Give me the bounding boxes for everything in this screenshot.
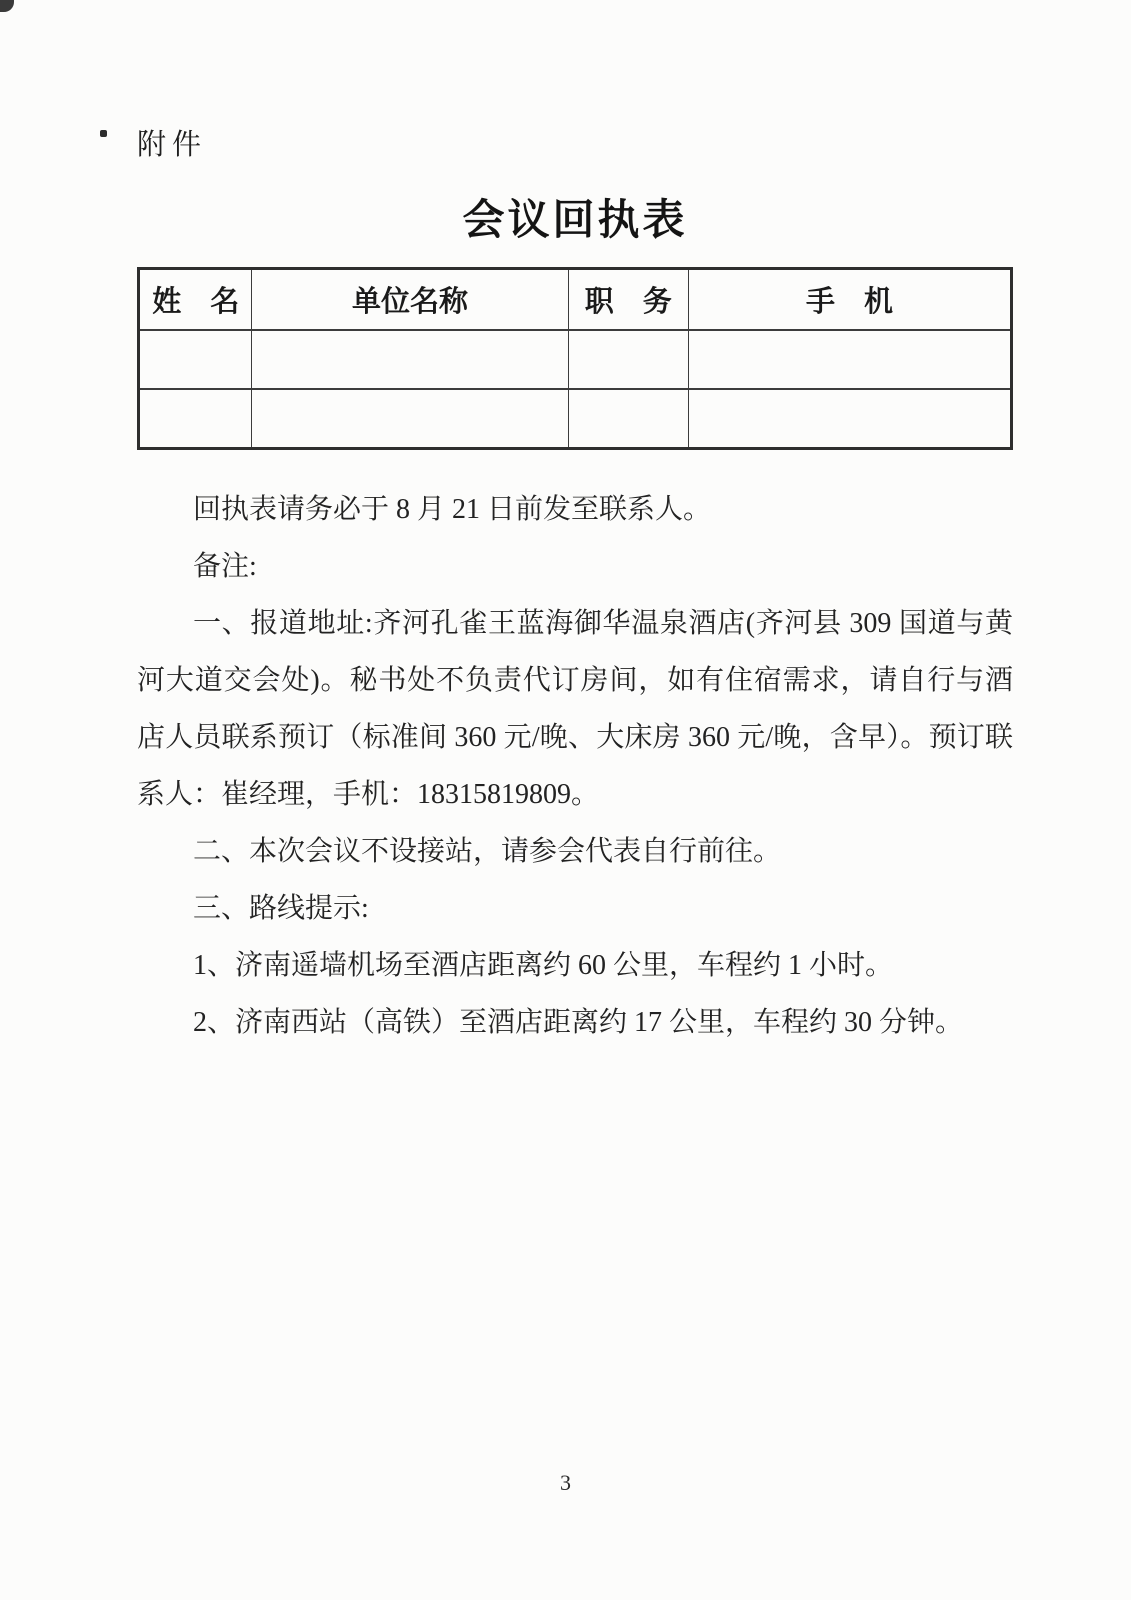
- table-header-name: 姓 名: [139, 269, 252, 331]
- notes-label: 备注:: [193, 551, 257, 582]
- table-cell: [252, 330, 568, 389]
- table-row: [139, 389, 1012, 449]
- page-content: [137, 0, 1013, 1051]
- table-header-row: [139, 269, 1012, 331]
- scan-corner-artifact: [0, 0, 14, 12]
- attachment-label: 附件: [137, 129, 208, 161]
- table-cell: [252, 389, 568, 449]
- page-title: 会议回执表: [462, 196, 688, 243]
- deadline-line: 回执表请务必于 8 月 21 日前发至联系人。: [193, 494, 712, 525]
- table-cell: [568, 389, 688, 449]
- note-item-no-shuttle: 二、本次会议不设接站，请参会代表自行前往。: [193, 836, 782, 867]
- notes-section: [137, 481, 1013, 1051]
- table-row: [139, 330, 1012, 389]
- table-header-position: 职 务: [568, 269, 688, 331]
- table-cell: [688, 330, 1011, 389]
- note-item-station-route: 2、济南西站（高铁）至酒店距离约 17 公里，车程约 30 分钟。: [193, 1007, 964, 1038]
- reply-table: [137, 267, 1013, 450]
- page-number: 3: [560, 1470, 571, 1495]
- scan-speck-artifact: [100, 130, 107, 137]
- note-item-airport-route: 1、济南遥墙机场至酒店距离约 60 公里，车程约 1 小时。: [193, 950, 894, 981]
- table-cell: [139, 330, 252, 389]
- table-header-organization: 单位名称: [252, 269, 568, 331]
- table-cell: [568, 330, 688, 389]
- note-item-address: 一、报道地址:齐河孔雀王蓝海御华温泉酒店(齐河县 309 国道与黄河大道交会处)。秘书处不负责代订房间，如有住宿需求，请自行与酒店人员联系预订（标准间 360 元/晚、大床房 360 元/晚，含早）。预订联系人：崔经理，手机：18315819809。: [137, 608, 1013, 810]
- note-item-route-heading: 三、路线提示:: [193, 893, 369, 924]
- table-cell: [139, 389, 252, 449]
- table-cell: [688, 389, 1011, 449]
- table-header-mobile: 手 机: [688, 269, 1011, 331]
